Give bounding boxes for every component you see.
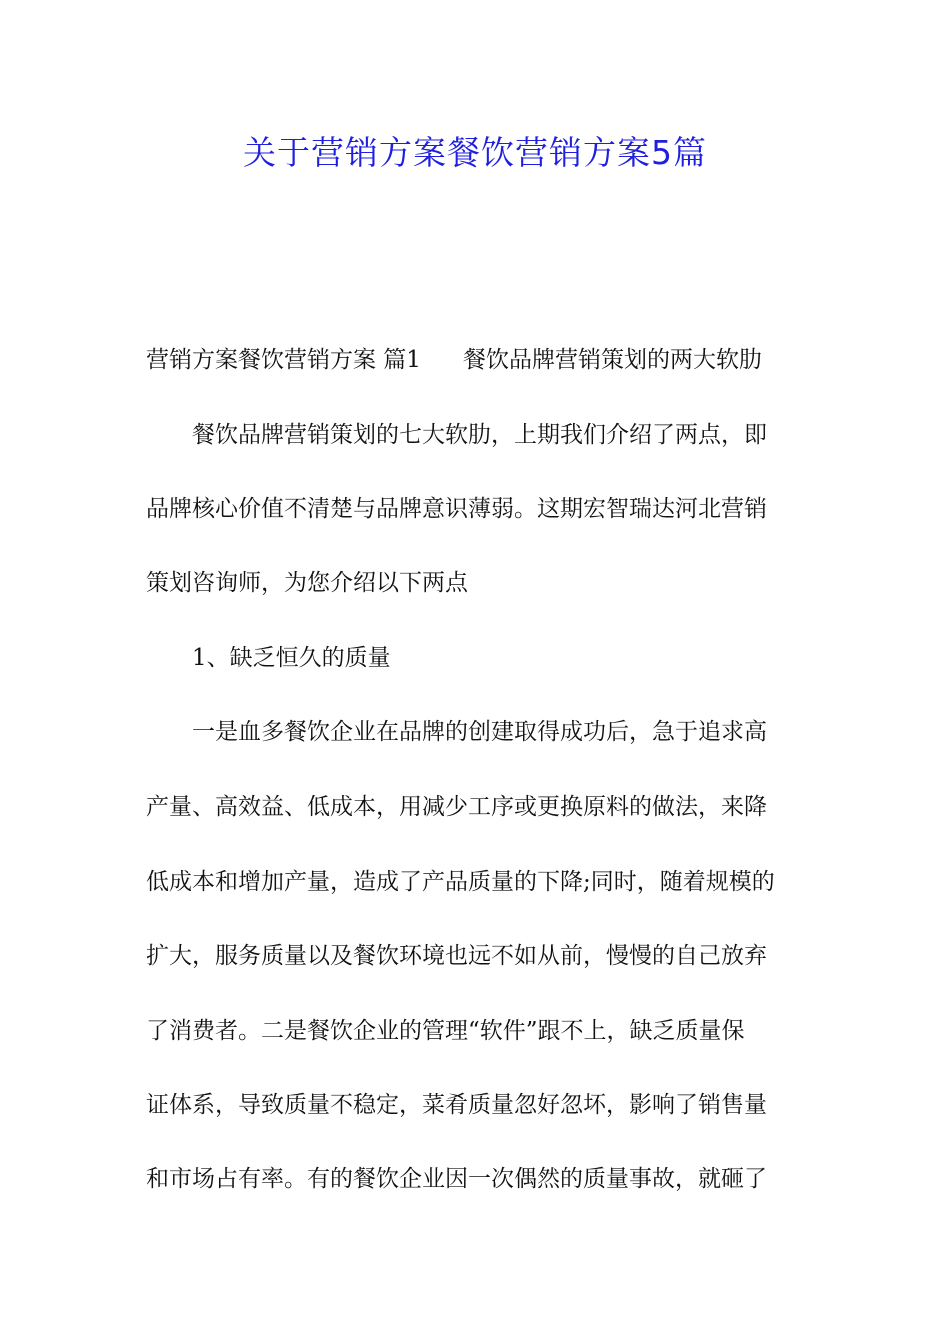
section-header-left: 营销方案餐饮营销方案 篇1: [146, 347, 421, 373]
paragraph-line: 产量、高效益、低成本，用减少工序或更换原料的做法，来降: [146, 794, 767, 820]
section-header: [146, 345, 811, 375]
paragraph-line: 一是血多餐饮企业在品牌的创建取得成功后，急于追求高: [146, 719, 767, 745]
section-header-right: 餐饮品牌营销策划的两大软肋: [462, 347, 762, 373]
paragraph-line: 证体系，导致质量不稳定，菜肴质量忽好忽坏，影响了销售量: [146, 1092, 767, 1118]
paragraph-line: 餐饮品牌营销策划的七大软肋，上期我们介绍了两点，即: [146, 422, 767, 448]
paragraph-line: 和市场占有率。有的餐饮企业因一次偶然的质量事故，就砸了: [146, 1166, 767, 1192]
document-title: 关于营销方案餐饮营销方案5篇: [243, 133, 707, 172]
paragraph-line: 策划咨询师，为您介绍以下两点: [146, 570, 468, 596]
paragraph-line: 了消费者。二是餐饮企业的管理“软件”跟不上，缺乏质量保: [146, 1018, 745, 1044]
subheading: 1、缺乏恒久的质量: [146, 645, 391, 671]
paragraph-line: 低成本和增加产量，造成了产品质量的下降;同时，随着规模的: [146, 869, 775, 895]
paragraph-line: 扩大，服务质量以及餐饮环境也远不如从前，慢慢的自己放弃: [146, 943, 767, 969]
paragraph-line: 品牌核心价值不清楚与品牌意识薄弱。这期宏智瑞达河北营销: [146, 496, 767, 522]
